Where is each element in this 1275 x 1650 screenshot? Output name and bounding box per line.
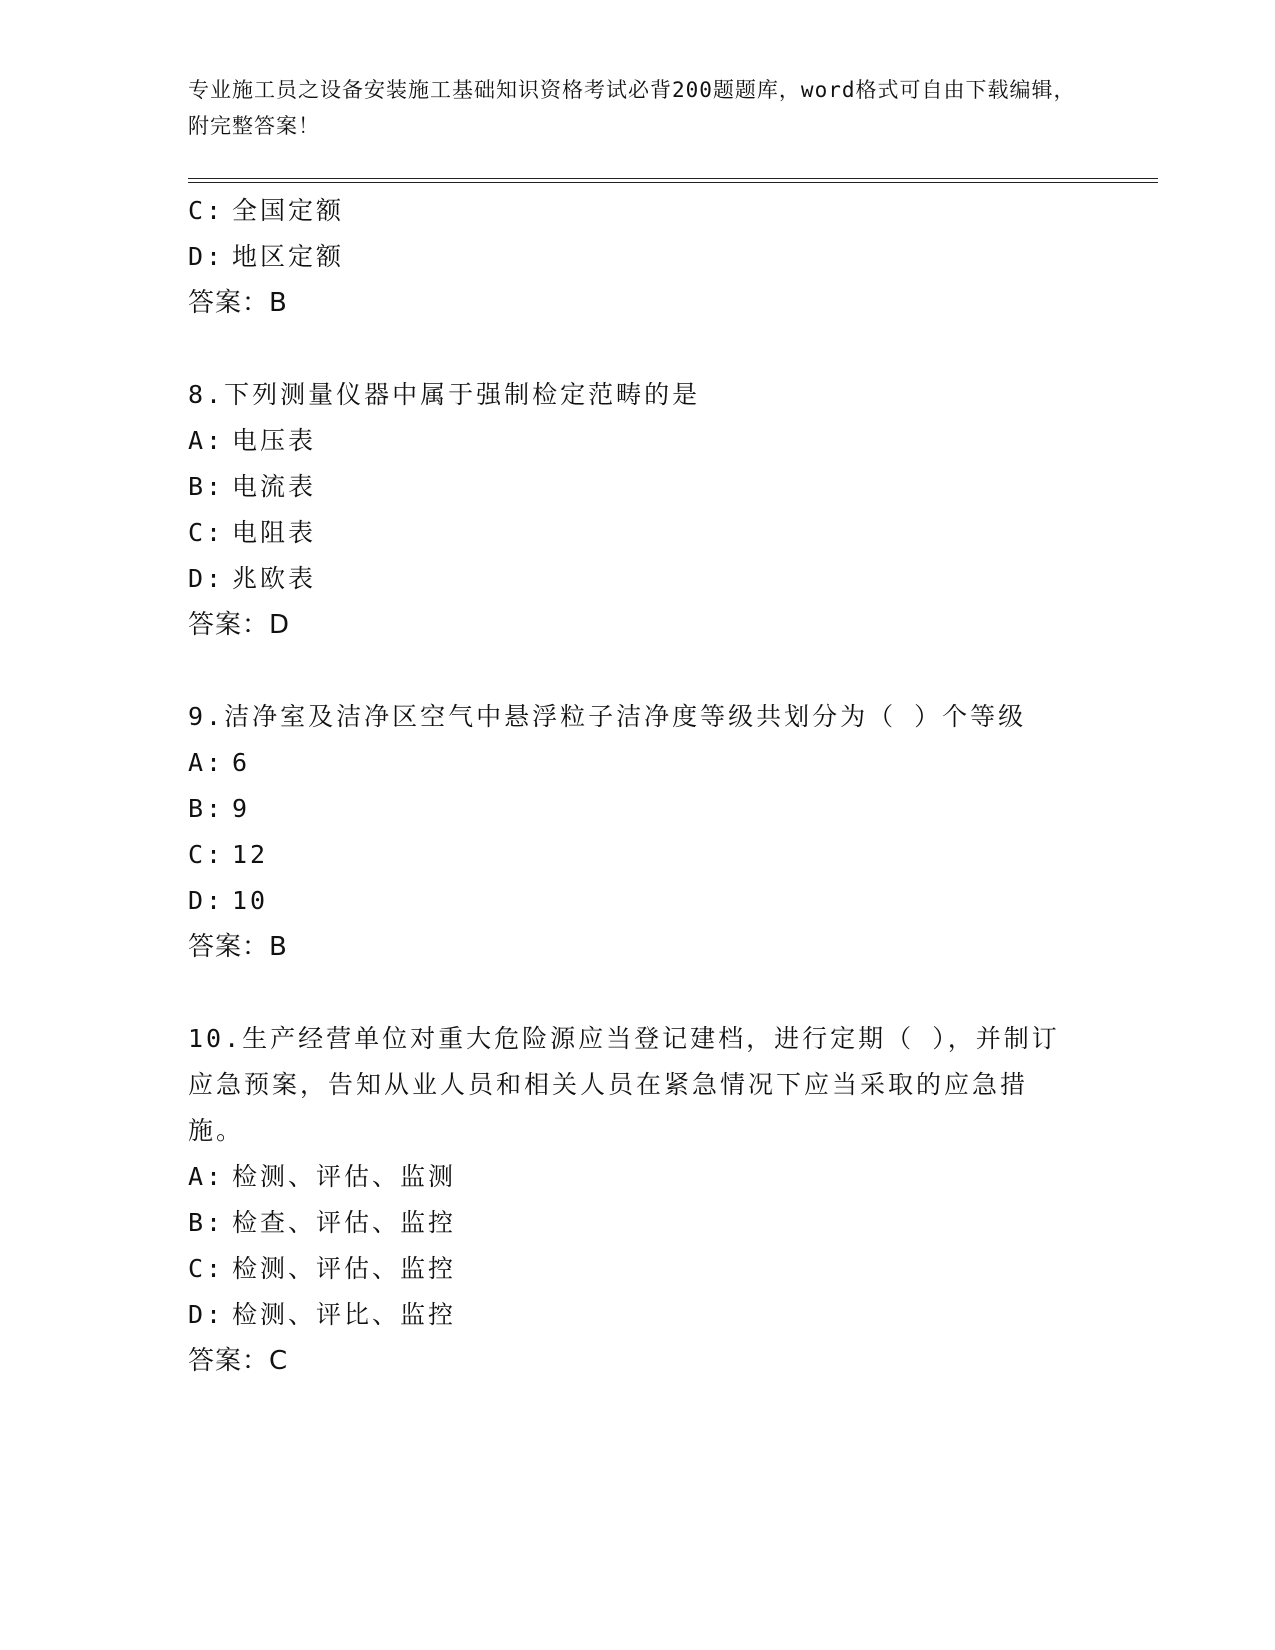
option-b bbox=[188, 464, 1088, 510]
option-label: D: bbox=[188, 242, 225, 271]
question-8-text: 8.下列测量仪器中属于强制检定范畴的是 bbox=[188, 380, 701, 409]
question-content bbox=[188, 188, 1088, 1384]
option-b bbox=[188, 1200, 1088, 1246]
option-label: C: bbox=[188, 518, 225, 547]
option-a bbox=[188, 418, 1088, 464]
spacer bbox=[188, 970, 1088, 1016]
option-label: C: bbox=[188, 196, 225, 225]
option-label: C: bbox=[188, 1254, 225, 1283]
option-text: 检测、评估、监控 bbox=[232, 1254, 457, 1283]
option-text: 兆欧表 bbox=[232, 564, 317, 593]
option-text: 电压表 bbox=[232, 426, 317, 455]
option-text: 电阻表 bbox=[232, 518, 317, 547]
question-9-text: 9.洁净室及洁净区空气中悬浮粒子洁净度等级共划分为（ ）个等级 bbox=[188, 702, 1027, 731]
option-label: A: bbox=[188, 748, 225, 777]
answer: 答案：C bbox=[188, 1346, 289, 1376]
option-c bbox=[188, 1246, 1088, 1292]
spacer bbox=[188, 648, 1088, 694]
answer: 答案：D bbox=[188, 610, 291, 640]
option-label: B: bbox=[188, 1208, 225, 1237]
option-a bbox=[188, 740, 1088, 786]
option-text: 10 bbox=[232, 886, 269, 915]
option-label: A: bbox=[188, 1162, 225, 1191]
option-text: 检测、评比、监控 bbox=[232, 1300, 457, 1329]
option-label: A: bbox=[188, 426, 225, 455]
option-d bbox=[188, 878, 1088, 924]
option-c bbox=[188, 832, 1088, 878]
option-label: C: bbox=[188, 840, 225, 869]
option-a bbox=[188, 1154, 1088, 1200]
option-text: 6 bbox=[232, 748, 251, 777]
option-c bbox=[188, 510, 1088, 556]
answer: 答案：B bbox=[188, 288, 288, 318]
option-label: D: bbox=[188, 564, 225, 593]
option-text: 检测、评估、监测 bbox=[232, 1162, 457, 1191]
option-label: D: bbox=[188, 886, 225, 915]
option-d bbox=[188, 1292, 1088, 1338]
option-label: D: bbox=[188, 1300, 225, 1329]
page-header: 专业施工员之设备安装施工基础知识资格考试必背200题题库，word格式可自由下载编辑，附完整答案！ bbox=[188, 78, 1076, 138]
option-d bbox=[188, 556, 1088, 602]
option-text: 电流表 bbox=[232, 472, 317, 501]
option-text: 地区定额 bbox=[232, 242, 345, 271]
option-text: 全国定额 bbox=[232, 196, 345, 225]
header-divider bbox=[188, 178, 1158, 183]
option-label: B: bbox=[188, 472, 225, 501]
option-text: 12 bbox=[232, 840, 269, 869]
option-text: 9 bbox=[232, 794, 251, 823]
option-d bbox=[188, 234, 1088, 280]
option-b bbox=[188, 786, 1088, 832]
option-text: 检查、评估、监控 bbox=[232, 1208, 457, 1237]
answer: 答案：B bbox=[188, 932, 288, 962]
question-10-text: 10.生产经营单位对重大危险源应当登记建档，进行定期（ ），并制订应急预案，告知从业人员和相关人员在紧急情况下应当采取的应急措施。 bbox=[188, 1024, 1060, 1145]
spacer bbox=[188, 326, 1088, 372]
option-c bbox=[188, 188, 1088, 234]
option-label: B: bbox=[188, 794, 225, 823]
